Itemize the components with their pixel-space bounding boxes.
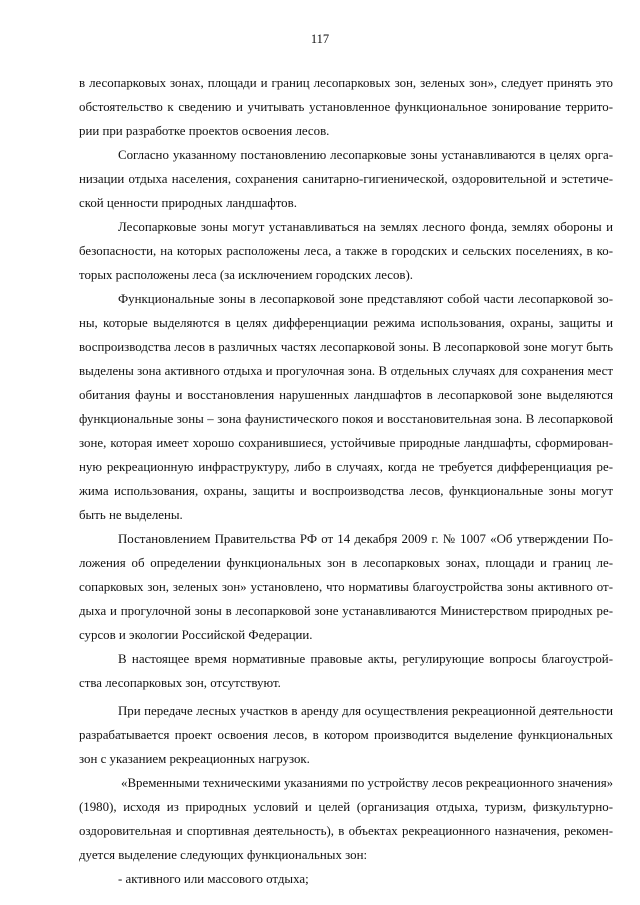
- text-line: Лесопарковые зоны могут устанавливаться на землях лесного фонда, землях обороны и: [118, 220, 613, 234]
- text-line: в лесопарковых зонах, площади и границ лесопарковых зон, зеленых зон», следует принять это: [79, 76, 613, 90]
- text-line: «Временными техническими указаниями по устройству лесов рекреационного значения»: [121, 776, 614, 790]
- text-line: сурсов и экологии Российской Федерации.: [79, 628, 313, 642]
- text-line: ложения об определении функциональных зон в лесопарковых зонах, площади и границ ле-: [79, 556, 613, 570]
- text-line: Согласно указанному постановлению лесопарковые зоны устанавливаются в целях орга-: [118, 148, 613, 162]
- text-line: сопарковых зон, зеленых зон» установлено, что нормативы благоустройства зоны активного от-: [79, 580, 613, 594]
- text-line: воспроизводства лесов в различных частях лесопарковой зоны. В лесопарковой зоне могут быть: [79, 340, 613, 354]
- text-line: ную рекреационную инфраструктуру, либо в случаях, когда не требуется дифференциация ре-: [79, 460, 613, 474]
- text-line: ства лесопарковых зон, отсутствуют.: [79, 676, 281, 690]
- text-line: При передаче лесных участков в аренду для осуществления рекреационной деятельности: [118, 704, 613, 718]
- list-item: - активного или массового отдыха;: [118, 872, 309, 886]
- text-line: выделены зона активного отдыха и прогулочная зона. В отдельных случаях для сохранения мест: [79, 364, 613, 378]
- text-line: торых расположены леса (за исключением городских лесов).: [79, 268, 414, 282]
- text-line: дыха и прогулочной зоны в лесопарковой зоне устанавливаются Министерством природных ре-: [79, 604, 613, 618]
- text-line: рии при разработке проектов освоения лесов.: [79, 124, 330, 138]
- text-line: ны, которые выделяются в целях дифференциации режима использования, охраны, защиты и: [79, 316, 613, 330]
- text-line: (1980), исходя из природных условий и целей (организация отдыха, туризм, физкультурно-: [79, 800, 613, 814]
- text-line: низации отдыха населения, сохранения санитарно-гигиенической, оздоровительной и эстетиче-: [79, 172, 613, 186]
- text-line: зоне, которая имеет хорошо сохранившиеся, устойчивые природные ландшафты, сформирован-: [79, 436, 613, 450]
- text-line: функциональные зоны – зона фаунистического покоя и восстановительная зона. В лесопарковой: [79, 412, 613, 426]
- text-line: Функциональные зоны в лесопарковой зоне представляют собой части лесопарковой зо-: [118, 292, 613, 306]
- text-line: обитания фауны и восстановления нарушенных ландшафтов в лесопарковой зоне выделяются: [79, 388, 613, 402]
- text-line: В настоящее время нормативные правовые акты, регулирующие вопросы благоустрой-: [118, 652, 613, 666]
- text-line: обстоятельство к сведению и учитывать установленное функциональное зонирование террито-: [79, 100, 613, 114]
- text-line: жима использования, охраны, защиты и воспроизводства лесов, функциональные зоны могут: [79, 484, 613, 498]
- text-line: ской ценности природных ландшафтов.: [79, 196, 297, 210]
- page-number: 117: [310, 32, 330, 46]
- text-line: Постановлением Правительства РФ от 14 декабря 2009 г. № 1007 «Об утверждении По-: [118, 532, 613, 546]
- text-line: быть не выделены.: [79, 508, 183, 522]
- text-line: оздоровительная и спортивная деятельность), в объектах рекреационного назначения, рекомен-: [79, 824, 613, 838]
- text-line: безопасности, на которых расположены леса, а также в городских и сельских поселениях, в ко-: [79, 244, 613, 258]
- text-line: дуется выделение следующих функциональных зон:: [79, 848, 368, 862]
- text-line: разрабатывается проект освоения лесов, в котором производится выделение функциональных: [79, 728, 613, 742]
- text-line: зон с указанием рекреационных нагрузок.: [79, 752, 310, 766]
